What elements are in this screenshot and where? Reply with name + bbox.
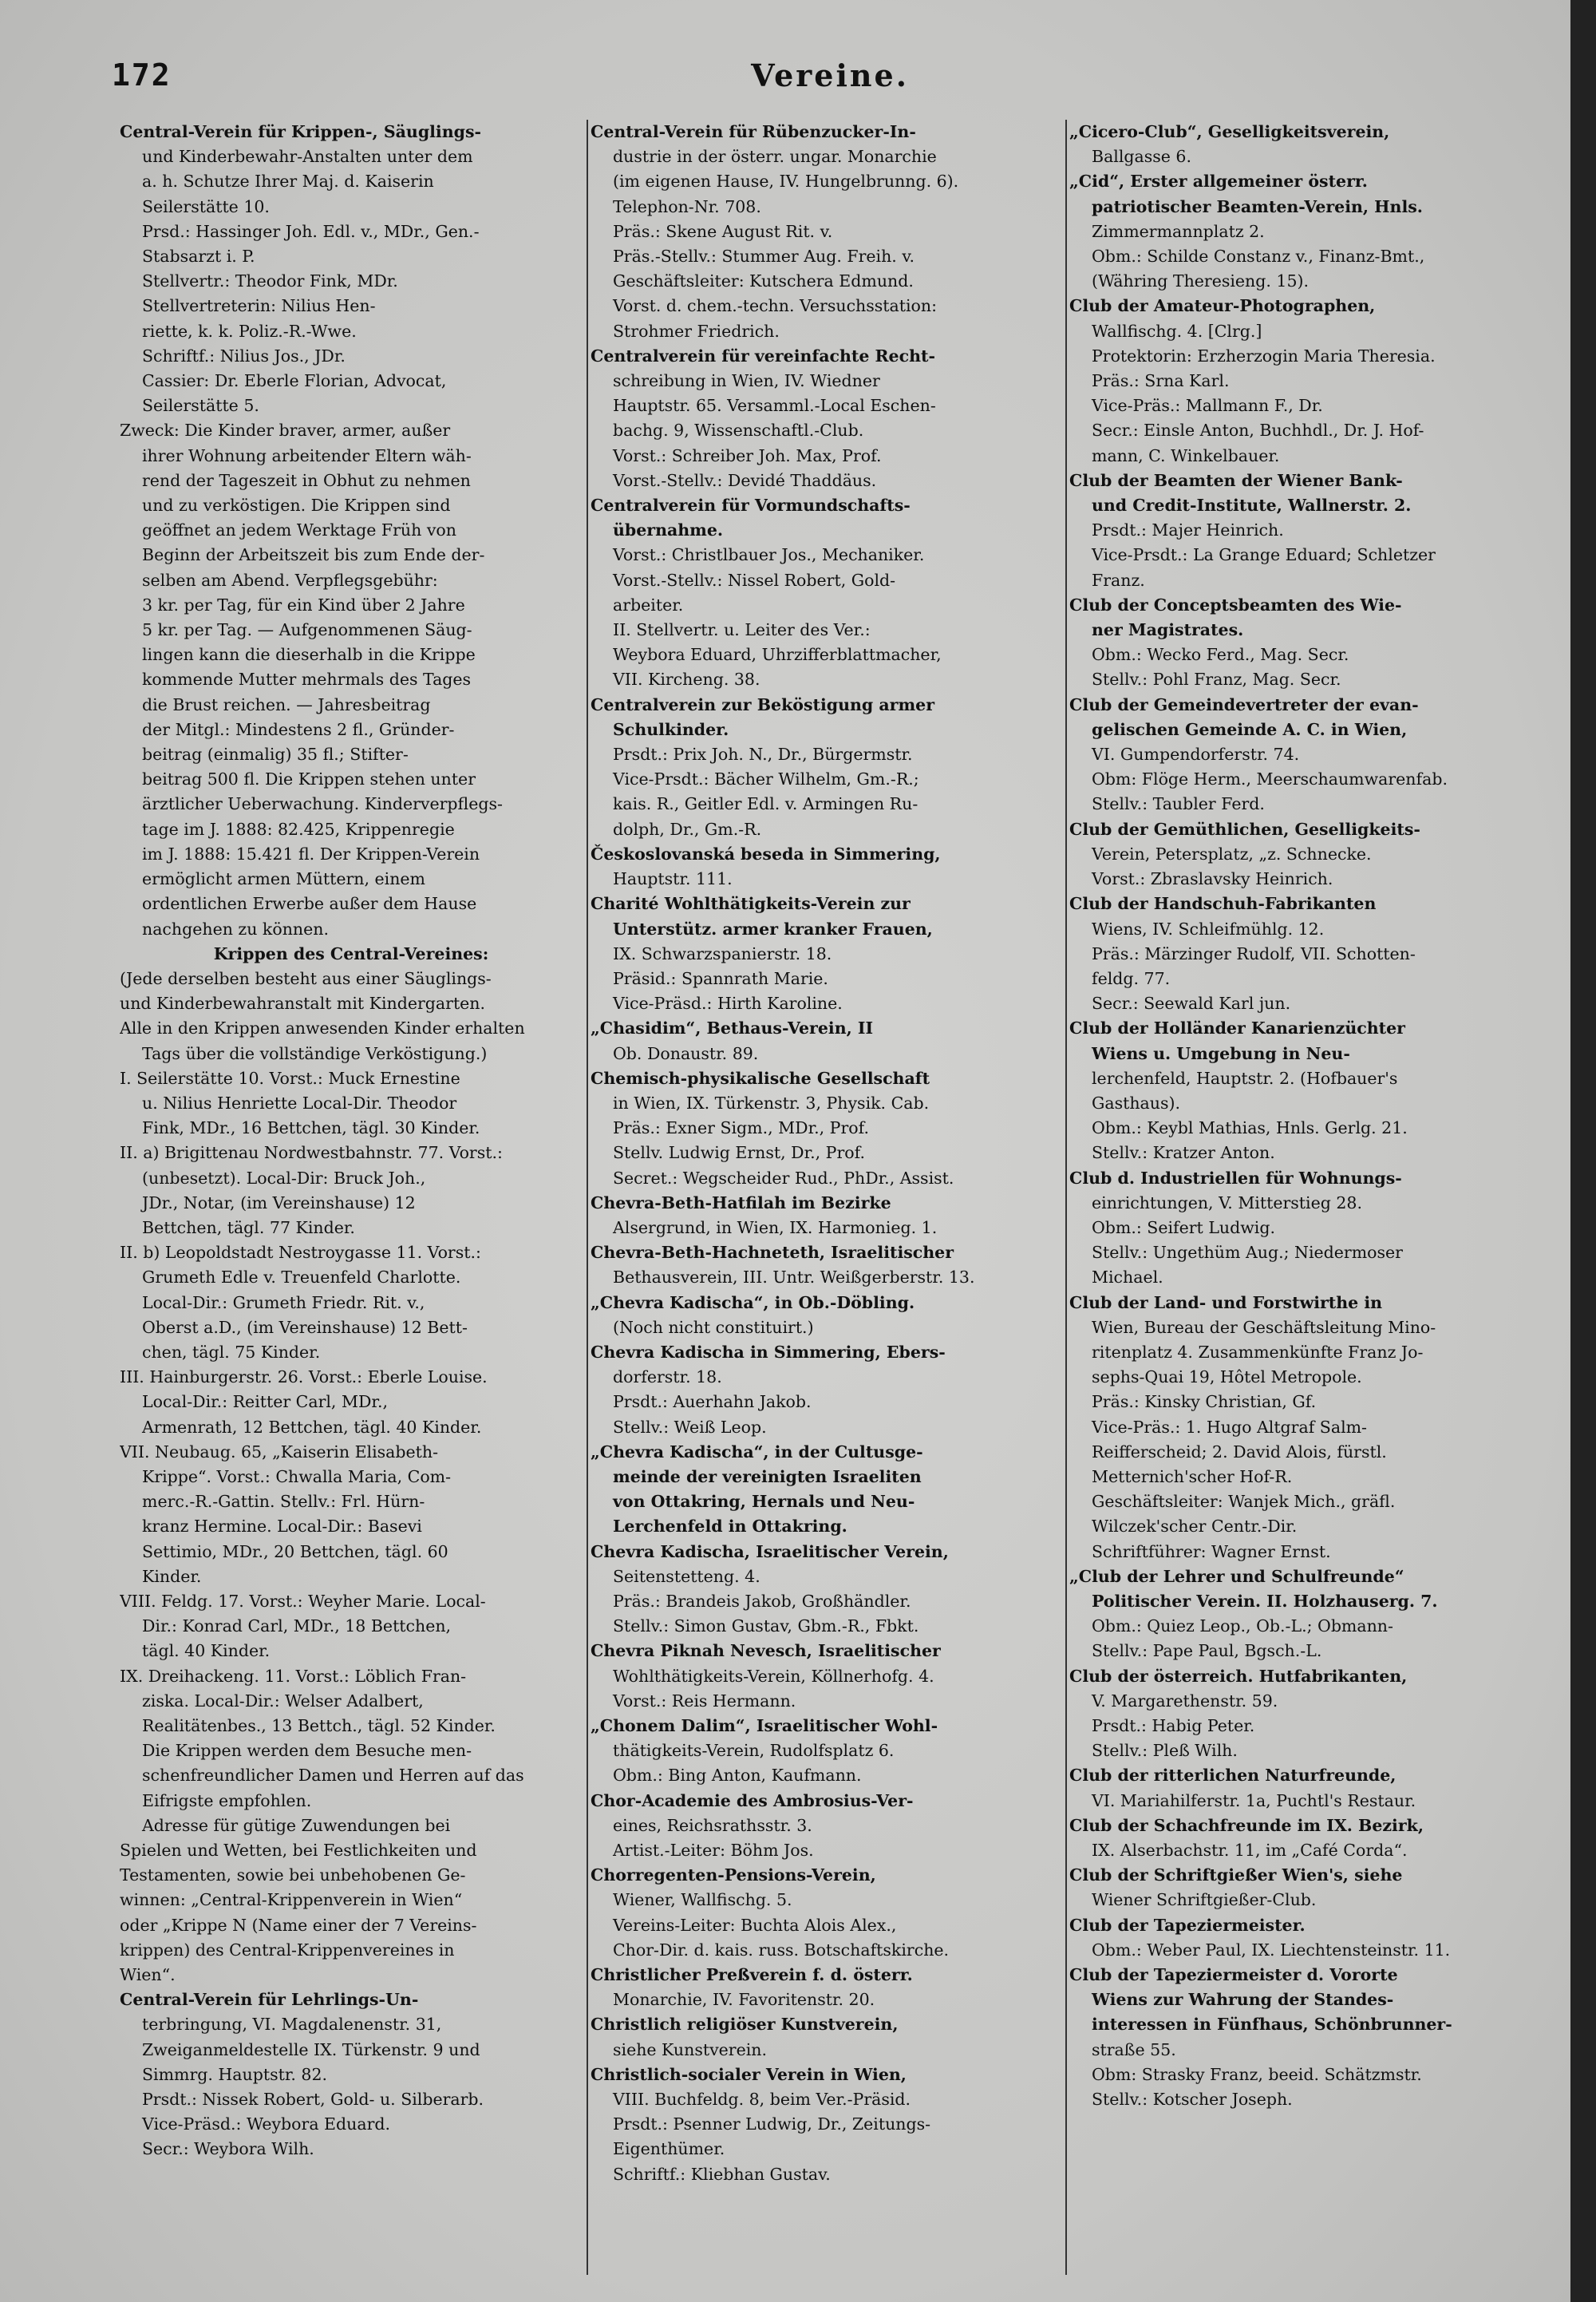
text-line: meinde der vereinigten Israeliten xyxy=(613,1466,922,1486)
text-line: V. Margarethenstr. 59. xyxy=(1092,1691,1278,1711)
text-line: ermöglicht armen Müttern, einem xyxy=(142,869,425,889)
text-line: Centralverein für Vormundschafts- xyxy=(591,496,911,516)
text-line: ärztlicher Ueberwachung. Kinderverpflegs- xyxy=(142,794,503,814)
text-line: Verein, Petersplatz, „z. Schnecke. xyxy=(1092,844,1372,864)
text-line: Prsdt.: Habig Peter. xyxy=(1092,1716,1255,1735)
text-line: lingen kann die dieserhalb in die Krippe xyxy=(142,645,476,665)
text-line: Artist.-Leiter: Böhm Jos. xyxy=(613,1841,814,1861)
text-line: Club der Tapeziermeister. xyxy=(1069,1915,1306,1935)
text-line: und Kinderbewahr-Anstalten unter dem xyxy=(142,147,473,167)
text-line: geöffnet an jedem Werktage Früh von xyxy=(142,520,456,540)
scan-edge xyxy=(1570,0,1596,2302)
text-line: ner Magistrates. xyxy=(1092,620,1244,640)
text-line: Die Krippen werden dem Besuche men- xyxy=(142,1741,472,1761)
text-line: Chevra Piknah Nevesch, Israelitischer xyxy=(591,1641,941,1661)
text-line: Seilerstätte 5. xyxy=(142,396,259,416)
text-line: Chorregenten-Pensions-Verein, xyxy=(591,1865,876,1885)
text-line: Stellv.: Simon Gustav, Gbm.-R., Fbkt. xyxy=(613,1616,919,1636)
text-line: I. Seilerstätte 10. Vorst.: Muck Ernestine xyxy=(120,1068,460,1088)
text-line: „Club der Lehrer und Schulfreunde“ xyxy=(1069,1566,1404,1586)
column-left xyxy=(120,120,583,2275)
text-line: dolph, Dr., Gm.-R. xyxy=(613,819,762,839)
text-line: Club der Gemeindevertreter der evan- xyxy=(1069,694,1419,714)
text-line: einrichtungen, V. Mitterstieg 28. xyxy=(1092,1193,1362,1212)
text-line: Stellv. Ludwig Ernst, Dr., Prof. xyxy=(613,1143,865,1163)
text-line: Club der ritterlichen Naturfreunde, xyxy=(1069,1766,1396,1786)
text-line: Grumeth Edle v. Treuenfeld Charlotte. xyxy=(142,1268,461,1287)
text-line: Centralverein für vereinfachte Recht- xyxy=(591,346,935,366)
text-line: Stellvertr.: Theodor Fink, MDr. xyxy=(142,271,398,291)
text-line: chen, tägl. 75 Kinder. xyxy=(142,1342,321,1362)
text-line: Prsdt.: Prix Joh. N., Dr., Bürgermstr. xyxy=(613,745,913,765)
text-line: Christlicher Preßverein f. d. österr. xyxy=(591,1965,913,1985)
text-line: Reifferscheid; 2. David Alois, fürstl. xyxy=(1092,1442,1387,1461)
text-line: Club der Handschuh-Fabrikanten xyxy=(1069,894,1377,914)
text-line: Krippe“. Vorst.: Chwalla Maria, Com- xyxy=(142,1466,452,1486)
text-line: Präs.: Srna Karl. xyxy=(1092,371,1230,391)
text-line: Michael. xyxy=(1092,1268,1163,1287)
text-line: Realitätenbes., 13 Bettch., tägl. 52 Kinder. xyxy=(142,1716,496,1735)
text-line: u. Nilius Henriette Local-Dir. Theodor xyxy=(142,1093,457,1113)
text-line: interessen in Fünfhaus, Schönbrunner- xyxy=(1092,2015,1452,2035)
text-line: übernahme. xyxy=(613,520,724,540)
text-line: Präs.: Exner Sigm., MDr., Prof. xyxy=(613,1118,869,1138)
text-line: Fink, MDr., 16 Bettchen, tägl. 30 Kinder. xyxy=(142,1118,480,1138)
text-line: Unterstütz. armer kranker Frauen, xyxy=(613,919,933,939)
text-line: Kinder. xyxy=(142,1566,202,1586)
text-line: Secr.: Einsle Anton, Buchhdl., Dr. J. Hof- xyxy=(1092,421,1424,441)
text-line: Präs.: Märzinger Rudolf, VII. Schotten- xyxy=(1092,943,1416,963)
text-line: Dir.: Konrad Carl, MDr., 18 Bettchen, xyxy=(142,1616,452,1636)
text-line: im J. 1888: 15.421 fl. Der Krippen-Verein xyxy=(142,844,480,864)
text-line: ihrer Wohnung arbeitender Eltern wäh- xyxy=(142,445,472,465)
text-line: Krippen des Central-Vereines: xyxy=(213,943,489,963)
text-line: Ballgasse 6. xyxy=(1092,147,1191,167)
text-line: Weybora Eduard, Uhrzifferblattmacher, xyxy=(613,645,942,665)
text-line: Vorst.: Christlbauer Jos., Mechaniker. xyxy=(613,545,925,565)
text-line: schreibung in Wien, IV. Wiedner xyxy=(613,371,880,391)
text-line: III. Hainburgerstr. 26. Vorst.: Eberle Louise. xyxy=(120,1367,488,1387)
text-line: Vice-Prsdt.: La Grange Eduard; Schletzer xyxy=(1092,545,1436,565)
text-line: patriotischer Beamten-Verein, Hnls. xyxy=(1092,196,1423,216)
text-line: Obm.: Wecko Ferd., Mag. Secr. xyxy=(1092,645,1349,665)
text-line: die Brust reichen. — Jahresbeitrag xyxy=(142,694,431,714)
text-line: „Chonem Dalim“, Israelitischer Wohl- xyxy=(591,1716,938,1735)
text-line: Vice-Präsd.: Weybora Eduard. xyxy=(142,2114,391,2134)
text-line: Vorst.: Reis Hermann. xyxy=(613,1691,796,1711)
text-line: Club der Schriftgießer Wien's, siehe xyxy=(1069,1865,1403,1885)
text-line: schenfreundlicher Damen und Herren auf das xyxy=(142,1766,524,1786)
text-line: Ob. Donaustr. 89. xyxy=(613,1043,759,1063)
text-line: tägl. 40 Kinder. xyxy=(142,1641,271,1661)
text-line: Wiens, IV. Schleifmühlg. 12. xyxy=(1092,919,1325,939)
text-line: IX. Dreihackeng. 11. Vorst.: Löblich Fran- xyxy=(120,1666,467,1686)
text-line: Secr.: Seewald Karl jun. xyxy=(1092,994,1291,1014)
text-line: Českoslovanská beseda in Simmering, xyxy=(591,844,941,864)
text-line: Chevra Kadischa, Israelitischer Verein, xyxy=(591,1541,949,1561)
text-line: Cassier: Dr. Eberle Florian, Advocat, xyxy=(142,371,447,391)
text-line: VI. Mariahilferstr. 1a, Puchtl's Restaur. xyxy=(1092,1790,1416,1810)
text-line: Christlich religiöser Kunstverein, xyxy=(591,2015,899,2035)
text-line: arbeiter. xyxy=(613,595,684,615)
text-line: Club der österreich. Hutfabrikanten, xyxy=(1069,1666,1408,1686)
page-header xyxy=(112,57,1548,105)
text-line: thätigkeits-Verein, Rudolfsplatz 6. xyxy=(613,1741,895,1761)
text-line: bachg. 9, Wissenschaftl.-Club. xyxy=(613,421,864,441)
text-line: Vorst.-Stellv.: Nissel Robert, Gold- xyxy=(613,570,896,590)
text-line: Prsdt.: Auerhahn Jakob. xyxy=(613,1392,812,1412)
text-line: Centralverein zur Beköstigung armer xyxy=(591,694,934,714)
text-line: Stellv.: Pleß Wilh. xyxy=(1092,1741,1238,1761)
text-line: Stabsarzt i. P. xyxy=(142,247,255,267)
text-line: „Chevra Kadischa“, in der Cultusge- xyxy=(591,1442,923,1461)
text-line: Monarchie, IV. Favoritenstr. 20. xyxy=(613,1990,875,2010)
text-line: Stellv.: Kratzer Anton. xyxy=(1092,1143,1275,1163)
text-line: mann, C. Winkelbauer. xyxy=(1092,445,1280,465)
text-line: Politischer Verein. II. Holzhauserg. 7. xyxy=(1092,1591,1438,1611)
text-line: Bettchen, tägl. 77 Kinder. xyxy=(142,1217,355,1237)
text-line: a. h. Schutze Ihrer Maj. d. Kaiserin xyxy=(142,172,434,192)
text-line: terbringung, VI. Magdalenenstr. 31, xyxy=(142,2015,442,2035)
text-line: Testamenten, sowie bei unbehobenen Ge- xyxy=(120,1865,466,1885)
text-line: Prsdt.: Psenner Ludwig, Dr., Zeitungs- xyxy=(613,2114,931,2134)
text-line: Chevra-Beth-Hatfilah im Bezirke xyxy=(591,1193,891,1212)
text-line: Bethausverein, III. Untr. Weißgerberstr. 13. xyxy=(613,1268,975,1287)
text-line: Chevra-Beth-Hachneteth, Israelitischer xyxy=(591,1243,954,1263)
text-line: Stellvertreterin: Nilius Hen- xyxy=(142,296,376,316)
text-line: (im eigenen Hause, IV. Hungelbrunng. 6). xyxy=(613,172,959,192)
text-line: und Credit-Institute, Wallnerstr. 2. xyxy=(1092,496,1412,516)
text-line: VIII. Feldg. 17. Vorst.: Weyher Marie. Local- xyxy=(120,1591,486,1611)
text-line: Telephon-Nr. 708. xyxy=(613,196,761,216)
text-line: Club der Schachfreunde im IX. Bezirk, xyxy=(1069,1815,1424,1835)
text-line: beitrag (einmalig) 35 fl.; Stifter- xyxy=(142,745,409,765)
text-line: Vorst. d. chem.-techn. Versuchsstation: xyxy=(613,296,938,316)
text-line: sephs-Quai 19, Hôtel Metropole. xyxy=(1092,1367,1362,1387)
text-line: Simmrg. Hauptstr. 82. xyxy=(142,2064,328,2084)
text-line: rend der Tageszeit in Obhut zu nehmen xyxy=(142,470,471,490)
text-line: beitrag 500 fl. Die Krippen stehen unter xyxy=(142,769,476,789)
page-title: Vereine. xyxy=(751,57,909,93)
text-line: Vice-Prsdt.: Bächer Wilhelm, Gm.-R.; xyxy=(613,769,919,789)
text-line: Wiens zur Wahrung der Standes- xyxy=(1092,1990,1394,2010)
text-line: Präsid.: Spannrath Marie. xyxy=(613,968,828,988)
text-line: Obm.: Quiez Leop., Ob.-L.; Obmann- xyxy=(1092,1616,1393,1636)
text-line: Club der Beamten der Wiener Bank- xyxy=(1069,470,1403,490)
text-line: Wien, Bureau der Geschäftsleitung Mino- xyxy=(1092,1317,1436,1337)
text-line: Stellv.: Pohl Franz, Mag. Secr. xyxy=(1092,670,1341,690)
text-line: und zu verköstigen. Die Krippen sind xyxy=(142,496,451,516)
text-line: Hauptstr. 65. Versamml.-Local Eschen- xyxy=(613,396,936,416)
text-line: Obm.: Bing Anton, Kaufmann. xyxy=(613,1766,862,1786)
text-line: VII. Neubaug. 65, „Kaiserin Elisabeth- xyxy=(120,1442,439,1461)
text-line: „Chevra Kadischa“, in Ob.-Döbling. xyxy=(591,1292,915,1312)
text-line: Geschäftsleiter: Wanjek Mich., gräfl. xyxy=(1092,1492,1396,1512)
text-line: II. Stellvertr. u. Leiter des Ver.: xyxy=(613,620,871,640)
text-line: Eigenthümer. xyxy=(613,2139,725,2159)
text-line: Präs.: Skene August Rit. v. xyxy=(613,221,833,241)
text-line: von Ottakring, Hernals und Neu- xyxy=(613,1492,915,1512)
text-line: lerchenfeld, Hauptstr. 2. (Hofbauer's xyxy=(1092,1068,1398,1088)
text-line: VII. Kircheng. 38. xyxy=(613,670,760,690)
text-line: Protektorin: Erzherzogin Maria Theresia. xyxy=(1092,346,1436,366)
text-line: Club der Land- und Forstwirthe in xyxy=(1069,1292,1383,1312)
text-line: Schriftf.: Kliebhan Gustav. xyxy=(613,2164,831,2184)
text-line: II. a) Brigittenau Nordwestbahnstr. 77. Vorst.: xyxy=(120,1143,503,1163)
text-line: Club der Gemüthlichen, Geselligkeits- xyxy=(1069,819,1420,839)
text-line: riette, k. k. Poliz.-R.-Wwe. xyxy=(142,321,357,341)
text-line: Local-Dir.: Grumeth Friedr. Rit. v., xyxy=(142,1292,425,1312)
text-line: Stellv.: Taubler Ferd. xyxy=(1092,794,1265,814)
text-line: tage im J. 1888: 82.425, Krippenregie xyxy=(142,819,455,839)
text-line: Vice-Präs.: 1. Hugo Altgraf Salm- xyxy=(1092,1417,1367,1437)
text-line: eines, Reichsrathsstr. 3. xyxy=(613,1815,812,1835)
text-line: Wiener Schriftgießer-Club. xyxy=(1092,1890,1317,1910)
text-line: Secret.: Wegscheider Rud., PhDr., Assist. xyxy=(613,1168,954,1188)
text-line: Central-Verein für Rübenzucker-In- xyxy=(591,122,916,141)
text-line: Obm.: Seifert Ludwig. xyxy=(1092,1217,1275,1237)
text-line: (Noch nicht constituirt.) xyxy=(613,1317,814,1337)
text-line: merc.-R.-Gattin. Stellv.: Frl. Hürn- xyxy=(142,1492,425,1512)
text-line: Club der Tapeziermeister d. Vororte xyxy=(1069,1965,1398,1985)
text-line: IX. Schwarzspanierstr. 18. xyxy=(613,943,832,963)
text-line: Stellv.: Pape Paul, Bgsch.-L. xyxy=(1092,1641,1322,1661)
text-line: winnen: „Central-Krippenverein in Wien“ xyxy=(120,1890,463,1910)
text-line: Alle in den Krippen anwesenden Kinder erhalten xyxy=(120,1018,525,1038)
text-line: Club der Amateur-Photographen, xyxy=(1069,296,1376,316)
text-line: Wohlthätigkeits-Verein, Köllnerhofg. 4. xyxy=(613,1666,934,1686)
text-line: Settimio, MDr., 20 Bettchen, tägl. 60 xyxy=(142,1541,448,1561)
text-line: ritenplatz 4. Zusammenkünfte Franz Jo- xyxy=(1092,1342,1424,1362)
text-line: Schriftf.: Nilius Jos., JDr. xyxy=(142,346,346,366)
text-line: (Jede derselben besteht aus einer Säuglings- xyxy=(120,968,492,988)
text-line: Präs.: Kinsky Christian, Gf. xyxy=(1092,1392,1317,1412)
text-line: Zimmermannplatz 2. xyxy=(1092,221,1265,241)
text-line: gelischen Gemeinde A. C. in Wien, xyxy=(1092,719,1408,739)
text-line: Obm.: Weber Paul, IX. Liechtensteinstr. 11. xyxy=(1092,1940,1451,1960)
text-line: Club d. Industriellen für Wohnungs- xyxy=(1069,1168,1402,1188)
text-line: kommende Mutter mehrmals des Tages xyxy=(142,670,472,690)
text-line: Armenrath, 12 Bettchen, tägl. 40 Kinder. xyxy=(142,1417,482,1437)
text-line: Obm: Strasky Franz, beeid. Schätzmstr. xyxy=(1092,2064,1422,2084)
text-line: Vice-Präsd.: Hirth Karoline. xyxy=(613,994,843,1014)
text-line: Vorst.-Stellv.: Devidé Thaddäus. xyxy=(613,470,877,490)
text-line: Seilerstätte 10. xyxy=(142,196,270,216)
text-line: Adresse für gütige Zuwendungen bei xyxy=(142,1815,451,1835)
text-line: krippen) des Central-Krippenvereines in xyxy=(120,1940,455,1960)
text-line: VI. Gumpendorferstr. 74. xyxy=(1092,745,1300,765)
text-line: Chemisch-physikalische Gesellschaft xyxy=(591,1068,930,1088)
text-line: dustrie in der österr. ungar. Monarchie xyxy=(613,147,937,167)
text-line: kranz Hermine. Local-Dir.: Basevi xyxy=(142,1517,422,1537)
page-number: 172 xyxy=(112,57,172,93)
text-line: Club der Holländer Kanarienzüchter xyxy=(1069,1018,1405,1038)
text-line: Spielen und Wetten, bei Festlichkeiten und xyxy=(120,1841,477,1861)
text-line: dorferstr. 18. xyxy=(613,1367,722,1387)
text-line: Schriftführer: Wagner Ernst. xyxy=(1092,1541,1331,1561)
text-line: Schulkinder. xyxy=(613,719,729,739)
text-line: Vorst.: Zbraslavsky Heinrich. xyxy=(1092,869,1333,889)
text-line: Beginn der Arbeitszeit bis zum Ende der- xyxy=(142,545,485,565)
text-line: Charité Wohlthätigkeits-Verein zur xyxy=(591,894,911,914)
text-line: II. b) Leopoldstadt Nestroygasse 11. Vorst.: xyxy=(120,1243,481,1263)
text-line: Hauptstr. 111. xyxy=(613,869,733,889)
text-line: Zweiganmeldestelle IX. Türkenstr. 9 und xyxy=(142,2039,480,2059)
text-line: Oberst a.D., (im Vereinshause) 12 Bett- xyxy=(142,1317,468,1337)
text-line: IX. Alserbachstr. 11, im „Café Corda“. xyxy=(1092,1841,1408,1861)
text-line: Obm.: Keybl Mathias, Hnls. Gerlg. 21. xyxy=(1092,1118,1408,1138)
column-rule xyxy=(587,120,588,2275)
text-line: Wilczek'scher Centr.-Dir. xyxy=(1092,1517,1298,1537)
text-line: Central-Verein für Lehrlings-Un- xyxy=(120,1990,419,2010)
text-line: Wien“. xyxy=(120,1965,176,1985)
text-line: JDr., Notar, (im Vereinshause) 12 xyxy=(142,1193,416,1212)
text-line: Prsdt.: Majer Heinrich. xyxy=(1092,520,1284,540)
text-line: Central-Verein für Krippen-, Säuglings- xyxy=(120,122,482,141)
text-line: „Cid“, Erster allgemeiner österr. xyxy=(1069,172,1368,192)
text-line: Secr.: Weybora Wilh. xyxy=(142,2139,314,2159)
text-line: Vorst.: Schreiber Joh. Max, Prof. xyxy=(613,445,882,465)
column-rule xyxy=(1065,120,1067,2275)
text-line: siehe Kunstverein. xyxy=(613,2039,768,2059)
text-line: Vereins-Leiter: Buchta Alois Alex., xyxy=(613,1915,897,1935)
text-line: ziska. Local-Dir.: Welser Adalbert, xyxy=(142,1691,424,1711)
text-line: straße 55. xyxy=(1092,2039,1176,2059)
text-line: VIII. Buchfeldg. 8, beim Ver.-Präsid. xyxy=(613,2090,911,2110)
text-line: Strohmer Friedrich. xyxy=(613,321,780,341)
text-line: Stellv.: Kotscher Joseph. xyxy=(1092,2090,1293,2110)
text-line: Seitenstetteng. 4. xyxy=(613,1566,760,1586)
text-line: Stellv.: Ungethüm Aug.; Niedermoser xyxy=(1092,1243,1403,1263)
text-line: (Währing Theresieng. 15). xyxy=(1092,271,1310,291)
text-line: ordentlichen Erwerbe außer dem Hause xyxy=(142,894,477,914)
text-line: kais. R., Geitler Edl. v. Armingen Ru- xyxy=(613,794,918,814)
text-line: Alsergrund, in Wien, IX. Harmonieg. 1. xyxy=(613,1217,938,1237)
text-line: Local-Dir.: Reitter Carl, MDr., xyxy=(142,1392,388,1412)
text-line: Christlich-socialer Verein in Wien, xyxy=(591,2064,907,2084)
text-line: „Cicero-Club“, Geselligkeitsverein, xyxy=(1069,122,1390,141)
text-line: Lerchenfeld in Ottakring. xyxy=(613,1517,847,1537)
text-line: oder „Krippe N (Name einer der 7 Vereins- xyxy=(120,1915,477,1935)
column-right xyxy=(1069,120,1548,2275)
text-line: Präs.-Stellv.: Stummer Aug. Freih. v. xyxy=(613,247,915,267)
text-line: in Wien, IX. Türkenstr. 3, Physik. Cab. xyxy=(613,1093,930,1113)
text-line: Zweck: Die Kinder braver, armer, außer xyxy=(120,421,451,441)
text-line: Präs.: Brandeis Jakob, Großhändler. xyxy=(613,1591,911,1611)
text-line: Chor-Academie des Ambrosius-Ver- xyxy=(591,1790,914,1810)
text-line: feldg. 77. xyxy=(1092,968,1171,988)
text-line: der Mitgl.: Mindestens 2 fl., Gründer- xyxy=(142,719,455,739)
text-line: Tags über die vollständige Verköstigung.) xyxy=(142,1043,488,1063)
text-line: Chor-Dir. d. kais. russ. Botschaftskirche. xyxy=(613,1940,950,1960)
text-line: Gasthaus). xyxy=(1092,1093,1181,1113)
text-line: nachgehen zu können. xyxy=(142,919,329,939)
text-line: Obm: Flöge Herm., Meerschaumwarenfab. xyxy=(1092,769,1448,789)
text-line: Stellv.: Weiß Leop. xyxy=(613,1417,767,1437)
text-line: Vice-Präs.: Mallmann F., Dr. xyxy=(1092,396,1323,416)
text-line: Obm.: Schilde Constanz v., Finanz-Bmt., xyxy=(1092,247,1425,267)
text-line: Prsdt.: Nissek Robert, Gold- u. Silberarb. xyxy=(142,2090,484,2110)
text-line: Geschäftsleiter: Kutschera Edmund. xyxy=(613,271,914,291)
text-line: Franz. xyxy=(1092,570,1145,590)
text-line: Chevra Kadischa in Simmering, Ebers- xyxy=(591,1342,946,1362)
column-middle xyxy=(591,120,1061,2275)
text-line: Eifrigste empfohlen. xyxy=(142,1790,312,1810)
text-line: (unbesetzt). Local-Dir: Bruck Joh., xyxy=(142,1168,426,1188)
text-line: selben am Abend. Verpflegsgebühr: xyxy=(142,570,438,590)
text-line: Club der Conceptsbeamten des Wie- xyxy=(1069,595,1402,615)
text-line: Wiens u. Umgebung in Neu- xyxy=(1092,1043,1350,1063)
text-line: 3 kr. per Tag, für ein Kind über 2 Jahre xyxy=(142,595,465,615)
text-line: Prsd.: Hassinger Joh. Edl. v., MDr., Gen.- xyxy=(142,221,480,241)
text-line: Metternich'scher Hof-R. xyxy=(1092,1466,1293,1486)
text-line: Wiener, Wallfischg. 5. xyxy=(613,1890,792,1910)
text-line: Wallfischg. 4. [Clrg.] xyxy=(1092,321,1262,341)
text-line: 5 kr. per Tag. — Aufgenommenen Säug- xyxy=(142,620,472,640)
text-line: und Kinderbewahranstalt mit Kindergarten. xyxy=(120,994,486,1014)
text-line: „Chasidim“, Bethaus-Verein, II xyxy=(591,1018,874,1038)
